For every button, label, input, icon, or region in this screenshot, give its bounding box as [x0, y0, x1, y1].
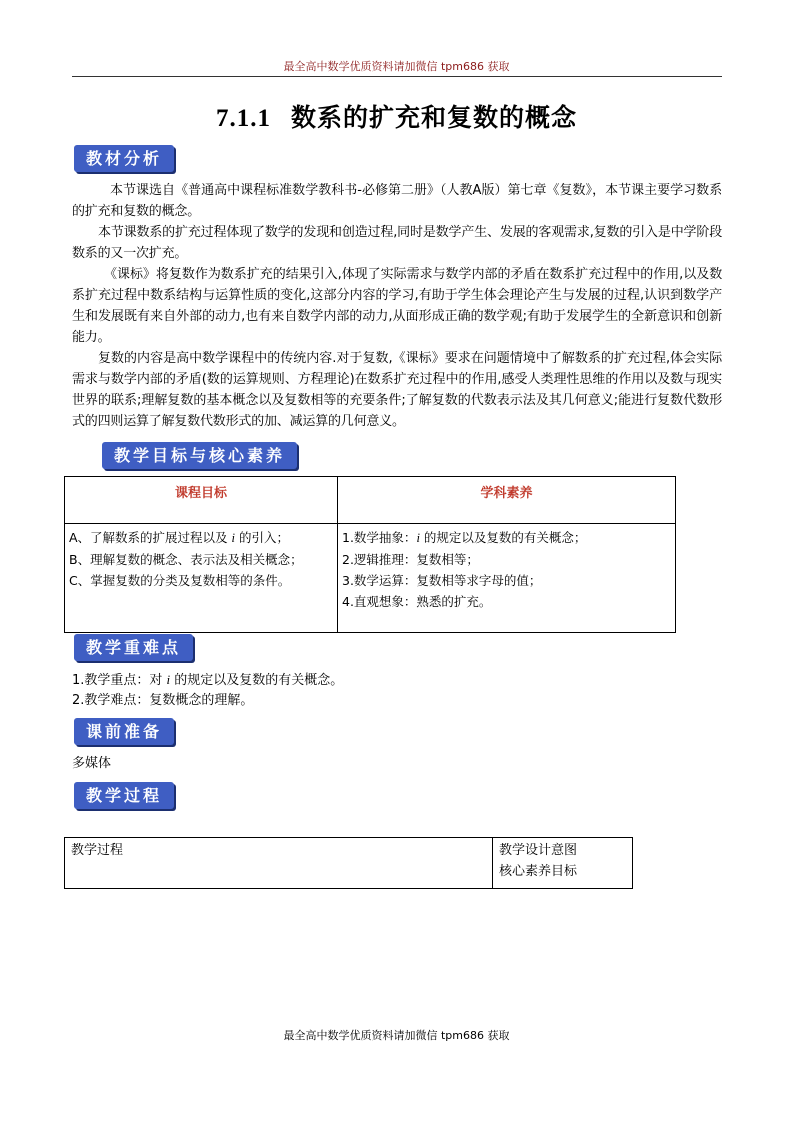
design-intent-header: 教学设计意图 核心素养目标 [493, 838, 633, 889]
course-goal-item: B、理解复数的概念、表示法及相关概念； [69, 552, 303, 567]
course-goals-cell [65, 524, 338, 633]
difficulty-point: 2.教学难点：复数概念的理解。 [72, 693, 254, 708]
preparation-text: 多媒体 [72, 756, 112, 771]
goals-header-course: 课程目标 [65, 477, 338, 524]
section-badge-goals: 教学目标与核心素养 [102, 442, 297, 469]
section-badge-preparation: 课前准备 [74, 718, 174, 745]
literacy-cell [338, 524, 676, 633]
analysis-paragraph-4: 复数的内容是高中数学课程中的传统内容.对于复数,《课标》要求在问题情境中了解数系的扩充过程,体会实际需求与数学内部的矛盾(数的运算规则、方程理论)在数系扩充过程中的作用,感受人类理性思维的作用以及数与现实世界的联系;理解复数的基本概念以及复数相等的充要条件;了解复数的代数表示法及其几何意义;能进行复数代数形式的四则运算了解复数代数形式的加、减运算的几何意义。 [72, 351, 722, 429]
section-badge-process: 教学过程 [74, 782, 174, 809]
page-title [0, 98, 793, 134]
goals-header-literacy: 学科素养 [338, 477, 676, 524]
course-goal-item: A、了解数系的扩展过程以及 i 的引入； [69, 530, 289, 545]
page-footer: 最全高中数学优质资料请加微信 tpm686 获取 [283, 1029, 510, 1042]
analysis-paragraph-1: 本节课选自《普通高中课程标准数学教科书-必修第二册》（人教A版）第七章《复数》，本节课主要学习数系的扩充和复数的概念。 [72, 183, 722, 219]
literacy-item: 1.数学抽象：i 的规定以及复数的有关概念； [342, 530, 587, 545]
process-table [64, 837, 633, 889]
literacy-item: 4.直观想象：熟悉的扩充。 [342, 594, 492, 609]
page-header: 最全高中数学优质资料请加微信 tpm686 获取 [283, 60, 510, 73]
analysis-paragraph-2: 本节课数系的扩充过程体现了数学的发现和创造过程,同时是数学产生、发展的客观需求,复数的引入是中学阶段数系的又一次扩充。 [72, 225, 722, 261]
header-divider [72, 76, 722, 77]
key-point: 1.教学重点：对 i 的规定以及复数的有关概念。 [72, 672, 344, 688]
literacy-item: 3.数学运算：复数相等求字母的值； [342, 573, 542, 588]
goals-table [64, 476, 676, 633]
section-badge-keypoints: 教学重难点 [74, 634, 193, 661]
literacy-item: 2.逻辑推理：复数相等； [342, 552, 479, 567]
title-number: 7.1.1 [215, 105, 271, 132]
section-badge-analysis: 教材分析 [74, 145, 174, 172]
course-goal-item: C、掌握复数的分类及复数相等的条件。 [69, 573, 291, 588]
title-text: 数系的扩充和复数的概念 [290, 103, 577, 132]
analysis-paragraph-3: 《课标》将复数作为数系扩充的结果引入,体现了实际需求与数学内部的矛盾在数系扩充过程中的作用,以及数系扩充过程中数系结构与运算性质的变化,这部分内容的学习,有助于学生体会理论产生与发展的过程,认识到数学产生和发展既有来自外部的动力,也有来自数学内部的动力,从面形成正确的数学观;有助于发展学生的全新意识和创新能力。 [72, 267, 722, 345]
process-column-header: 教学过程 [65, 838, 493, 889]
